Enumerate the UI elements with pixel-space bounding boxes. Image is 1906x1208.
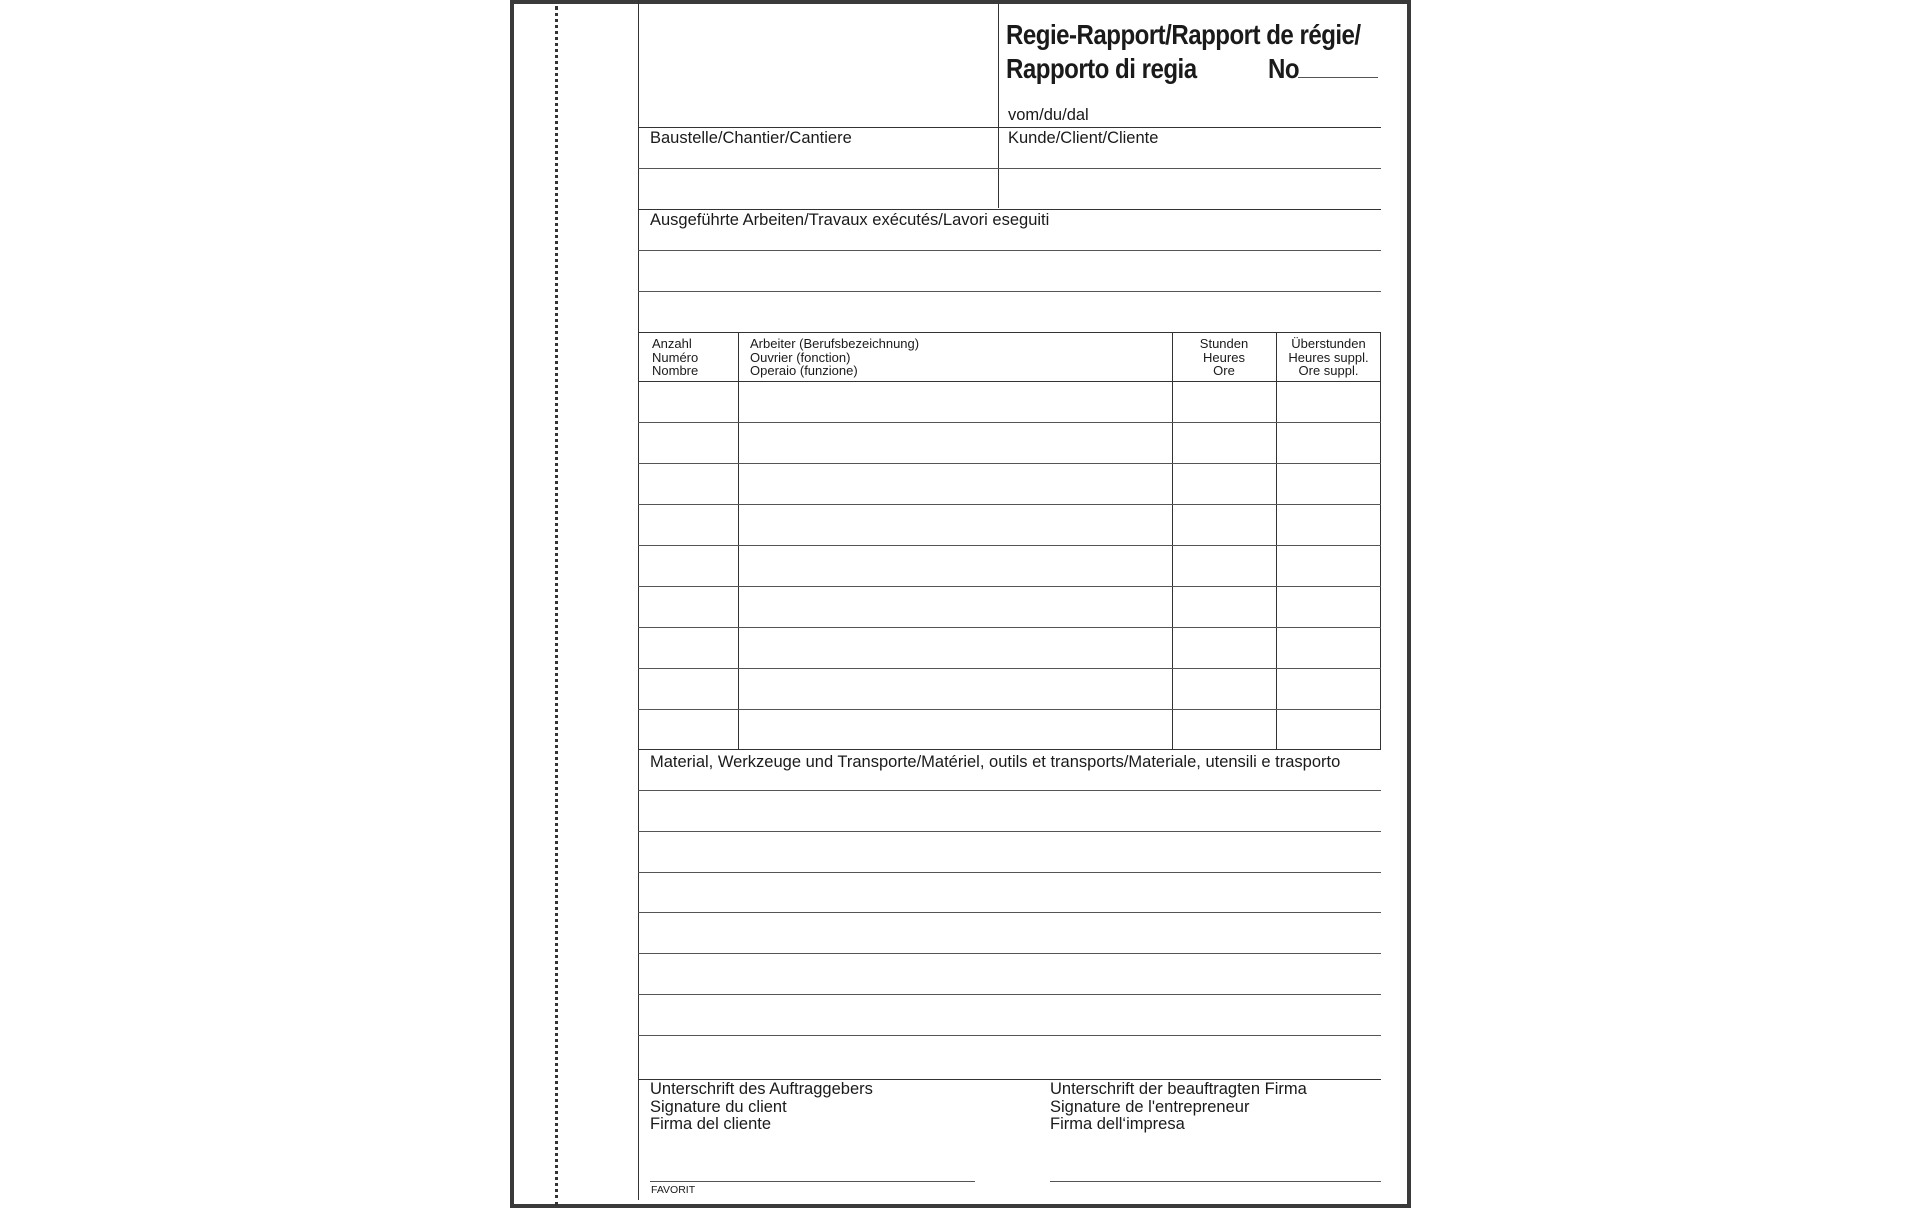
table-row-line[interactable] <box>638 422 1381 423</box>
material-label: Material, Werkzeuge und Transporte/Matériel, outils et transports/Materiale, utensili e trasporto <box>650 753 1341 771</box>
work-line-2[interactable] <box>638 291 1381 292</box>
site-client-field-line[interactable] <box>638 168 1381 169</box>
col-header-hours: Stunden Heures Ore <box>1199 336 1249 378</box>
worker-table <box>638 332 1381 750</box>
table-header-bottom <box>638 381 1381 382</box>
table-row-line[interactable] <box>638 545 1381 546</box>
perforation-line <box>555 6 558 1206</box>
table-col-divider-3 <box>1276 332 1277 750</box>
client-label: Kunde/Client/Cliente <box>1008 129 1159 147</box>
material-line[interactable] <box>638 872 1381 873</box>
material-line[interactable] <box>638 994 1381 995</box>
contractor-signature-label: Unterschrift der beauftragten Firma Signature de l'entrepreneur Firma dell‘impresa <box>1050 1080 1307 1133</box>
table-row-line[interactable] <box>638 668 1381 669</box>
brand-label: FAVORIT <box>651 1184 696 1196</box>
form-title-line2: Rapporto di regia <box>1006 53 1197 84</box>
table-row-line[interactable] <box>638 504 1381 505</box>
col-header-worker: Arbeiter (Berufsbezeichnung) Ouvrier (fonction) Operaio (funzione) <box>750 336 920 378</box>
site-section-bottom <box>638 209 1381 210</box>
table-col-divider-1 <box>738 332 739 750</box>
site-label: Baustelle/Chantier/Cantiere <box>650 129 852 147</box>
table-row-line[interactable] <box>638 627 1381 628</box>
col-header-count: Anzahl Numéro Nombre <box>652 336 699 378</box>
contractor-signature-line[interactable] <box>1050 1181 1381 1182</box>
client-signature-line[interactable] <box>650 1181 975 1182</box>
material-line[interactable] <box>638 912 1381 913</box>
header-divider <box>998 4 999 208</box>
material-line[interactable] <box>638 953 1381 954</box>
form-title-line1: Regie-Rapport/Rapport de régie/ <box>1006 19 1361 50</box>
table-row-line[interactable] <box>638 586 1381 587</box>
material-line[interactable] <box>638 790 1381 791</box>
material-line[interactable] <box>638 831 1381 832</box>
header-bottom-line <box>638 127 1381 128</box>
number-label: No <box>1268 53 1300 84</box>
client-signature-label: Unterschrift des Auftraggebers Signature du client Firma del cliente <box>650 1080 873 1133</box>
material-line[interactable] <box>638 1035 1381 1036</box>
date-label: vom/du/dal <box>1008 106 1089 124</box>
work-line-1[interactable] <box>638 250 1381 251</box>
table-row-line[interactable] <box>638 463 1381 464</box>
work-label: Ausgeführte Arbeiten/Travaux exécutés/Lavori eseguiti <box>650 211 1050 229</box>
table-row-line[interactable] <box>638 709 1381 710</box>
table-col-divider-2 <box>1172 332 1173 750</box>
col-header-overtime: Überstunden Heures suppl. Ore suppl. <box>1288 336 1369 378</box>
number-field-line[interactable] <box>1298 77 1378 78</box>
